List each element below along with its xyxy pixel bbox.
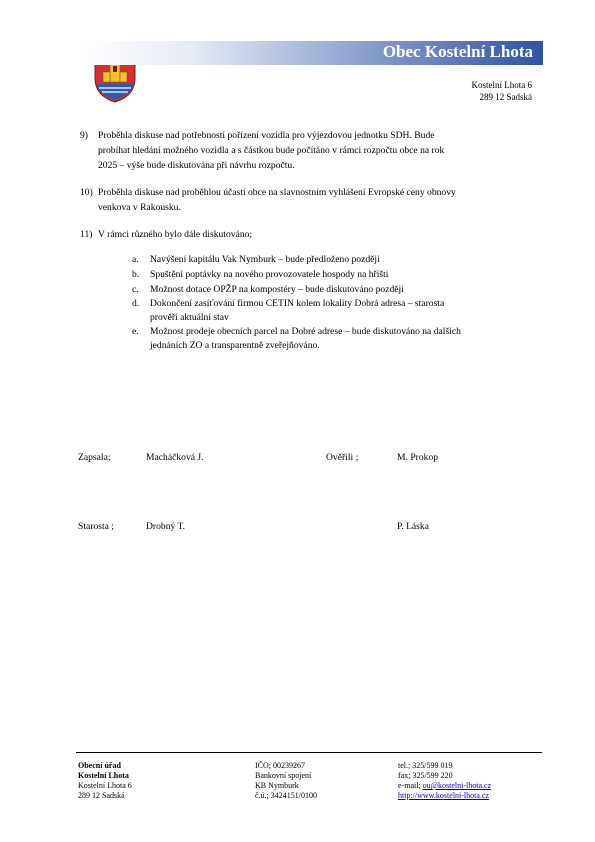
subitem-text: Možnost prodeje obecních parcel na Dobré adrese – bude diskutováno na dalších <box>150 326 461 337</box>
footer-fax: fax; 325/599 220 <box>398 771 453 780</box>
item-text-line: Proběhla diskuse nad potřebností pořízení vozidla pro výjezdovou jednotku SDH. Bude <box>98 130 435 141</box>
item-text-line: V rámci různého bylo dále diskutováno; <box>98 229 253 240</box>
subitem-letter: e. <box>132 326 139 337</box>
footer-ico: IČO; 00239267 <box>255 761 305 770</box>
item-text-line: venkova v Rakousku. <box>98 202 181 213</box>
recorded-by-label: Zapsala; <box>78 452 111 463</box>
footer-office-municipality: Kostelní Lhota <box>78 771 129 780</box>
header-address-line1: Kostelní Lhota 6 <box>471 80 532 90</box>
second-verifier-name: P. Láska <box>397 521 429 532</box>
item-number: 10) <box>80 187 93 198</box>
subitem-text: Možnost dotace OPŽP na kompostéry – bude diskutováno později <box>150 284 404 295</box>
subitem-letter: c. <box>132 284 139 295</box>
footer-email-label: e-mail; <box>398 781 423 790</box>
verified-by-name: M. Prokop <box>397 452 439 463</box>
footer-divider <box>76 752 542 753</box>
subitem-text: jednáních ZO a transparentně zveřejňováno. <box>150 340 320 351</box>
mayor-name: Drobný T. <box>146 521 186 532</box>
footer-email-row <box>398 781 491 791</box>
footer-bank-column <box>255 761 317 801</box>
subitem-text: prověří aktuální stav <box>150 312 229 323</box>
subitem-text: Dokončení zasíťování firmou CETIN kolem lokality Dobrá adresa – starosta <box>150 298 445 309</box>
item-text-line: Proběhla diskuse nad proběhlou účastí obce na slavnostním vyhlášení Evropské ceny obnovy <box>98 187 456 198</box>
subitem-text: Navýšení kapitálu Vak Nymburk – bude předloženo později <box>150 254 380 265</box>
footer-phone: tel.; 325/599 019 <box>398 761 453 770</box>
footer-email-link[interactable]: ou@kostelni-lhota.cz <box>422 781 492 790</box>
recorded-by-name: Macháčková J. <box>146 452 204 463</box>
footer-office-column <box>78 761 132 801</box>
footer-office-postcode: 289 12 Sadská <box>78 791 125 800</box>
subitem-letter: b. <box>132 269 140 280</box>
footer-office-name: Obecní úřad <box>78 761 121 770</box>
subitem-letter: a. <box>132 254 139 265</box>
footer-contact-column <box>398 761 491 801</box>
footer-web-link[interactable]: http://www.kostelni-lhota.cz <box>398 791 490 800</box>
footer-office-street: Kostelní Lhota 6 <box>78 781 132 790</box>
subitem-text: Spuštění poptávky na nového provozovatele hospody na hřišti <box>150 269 389 280</box>
footer-account-number: č.ú.; 3424151/0100 <box>255 791 317 800</box>
footer-bank-name: KB Nymburk <box>255 781 299 790</box>
header-address-line2: 289 12 Sadská <box>479 92 532 102</box>
item-text-line: probíhat hledání možného vozidla a s částkou bude počítáno v rámci rozpočtu obce na rok <box>98 145 445 156</box>
verified-by-label: Ověřili ; <box>326 452 359 463</box>
subitem-letter: d. <box>132 298 140 309</box>
header-banner <box>76 41 543 65</box>
municipality-title: Obec Kostelní Lhota <box>382 42 533 61</box>
mayor-label: Starosta ; <box>78 521 114 532</box>
footer-bank-label: Bankovní spojení <box>255 771 312 780</box>
footer-web-row <box>398 791 491 801</box>
item-number: 11) <box>80 229 93 240</box>
item-text-line: 2025 – výše bude diskutována při návrhu rozpočtu. <box>98 160 295 171</box>
item-number: 9) <box>80 130 88 141</box>
